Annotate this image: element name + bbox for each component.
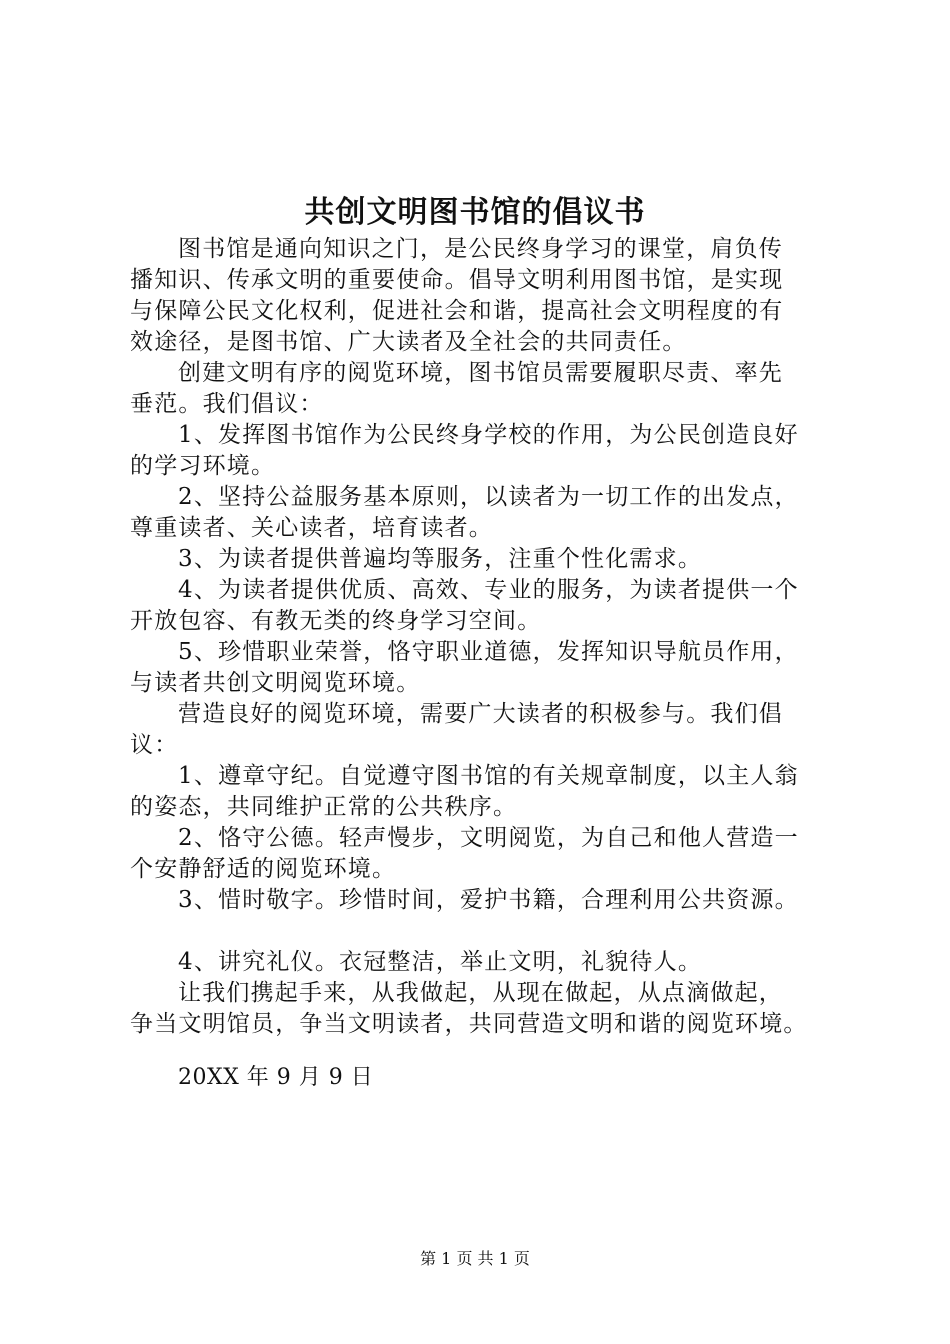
list-item-line: 尊重读者、关心读者，培育读者。 [130, 515, 493, 541]
list-item-line: 5、珍惜职业荣誉，恪守职业道德，发挥知识导航员作用， [178, 639, 799, 665]
document-body [130, 234, 840, 1040]
list-item-line: 1、遵章守纪。自觉遵守图书馆的有关规章制度，以主人翁 [178, 763, 799, 789]
paragraph-line: 争当文明馆员，争当文明读者，共同营造文明和谐的阅览环境。 [130, 1011, 808, 1037]
page-footer: 第 1 页 共 1 页 [420, 1249, 530, 1268]
paragraph-line: 营造良好的阅览环境，需要广大读者的积极参与。我们倡 [178, 701, 783, 727]
list-item-line: 3、为读者提供普遍均等服务，注重个性化需求。 [178, 546, 703, 572]
list-item-line: 2、恪守公德。轻声慢步，文明阅览，为自己和他人营造一 [178, 825, 799, 851]
list-item-line: 4、讲究礼仪。衣冠整洁，举止文明，礼貌待人。 [178, 949, 703, 975]
list-item-line: 开放包容、有教无类的终身学习空间。 [130, 608, 542, 634]
list-item-line: 的学习环境。 [130, 453, 276, 479]
list-item-line: 3、惜时敬字。珍惜时间，爱护书籍，合理利用公共资源。 [178, 887, 799, 913]
paragraph-line: 播知识、传承文明的重要使命。倡导文明利用图书馆，是实现 [130, 267, 784, 293]
paragraph-line: 创建文明有序的阅览环境，图书馆员需要履职尽责、率先 [178, 360, 783, 386]
paragraph-line: 垂范。我们倡议： [130, 391, 324, 417]
paragraph-line: 让我们携起手来，从我做起，从现在做起，从点滴做起， [178, 980, 783, 1006]
paragraph-gap [130, 916, 840, 947]
list-item-line: 2、坚持公益服务基本原则，以读者为一切工作的出发点， [178, 484, 799, 510]
paragraph-line: 与保障公民文化权利，促进社会和谐，提高社会文明程度的有 [130, 298, 784, 324]
list-item-line: 4、为读者提供优质、高效、专业的服务，为读者提供一个 [178, 577, 799, 603]
list-item-line: 1、发挥图书馆作为公民终身学校的作用，为公民创造良好 [178, 422, 799, 448]
paragraph-line: 议： [130, 732, 179, 758]
document-title: 共创文明图书馆的倡议书 [304, 195, 646, 230]
document-date: 20XX 年 9 月 9 日 [178, 1065, 374, 1090]
list-item-line: 与读者共创文明阅览环境。 [130, 670, 421, 696]
paragraph-line: 图书馆是通向知识之门，是公民终身学习的课堂，肩负传 [178, 236, 783, 262]
paragraph-line: 效途径，是图书馆、广大读者及全社会的共同责任。 [130, 329, 687, 355]
list-item-line: 个安静舒适的阅览环境。 [130, 856, 397, 882]
list-item-line: 的姿态，共同维护正常的公共秩序。 [130, 794, 518, 820]
